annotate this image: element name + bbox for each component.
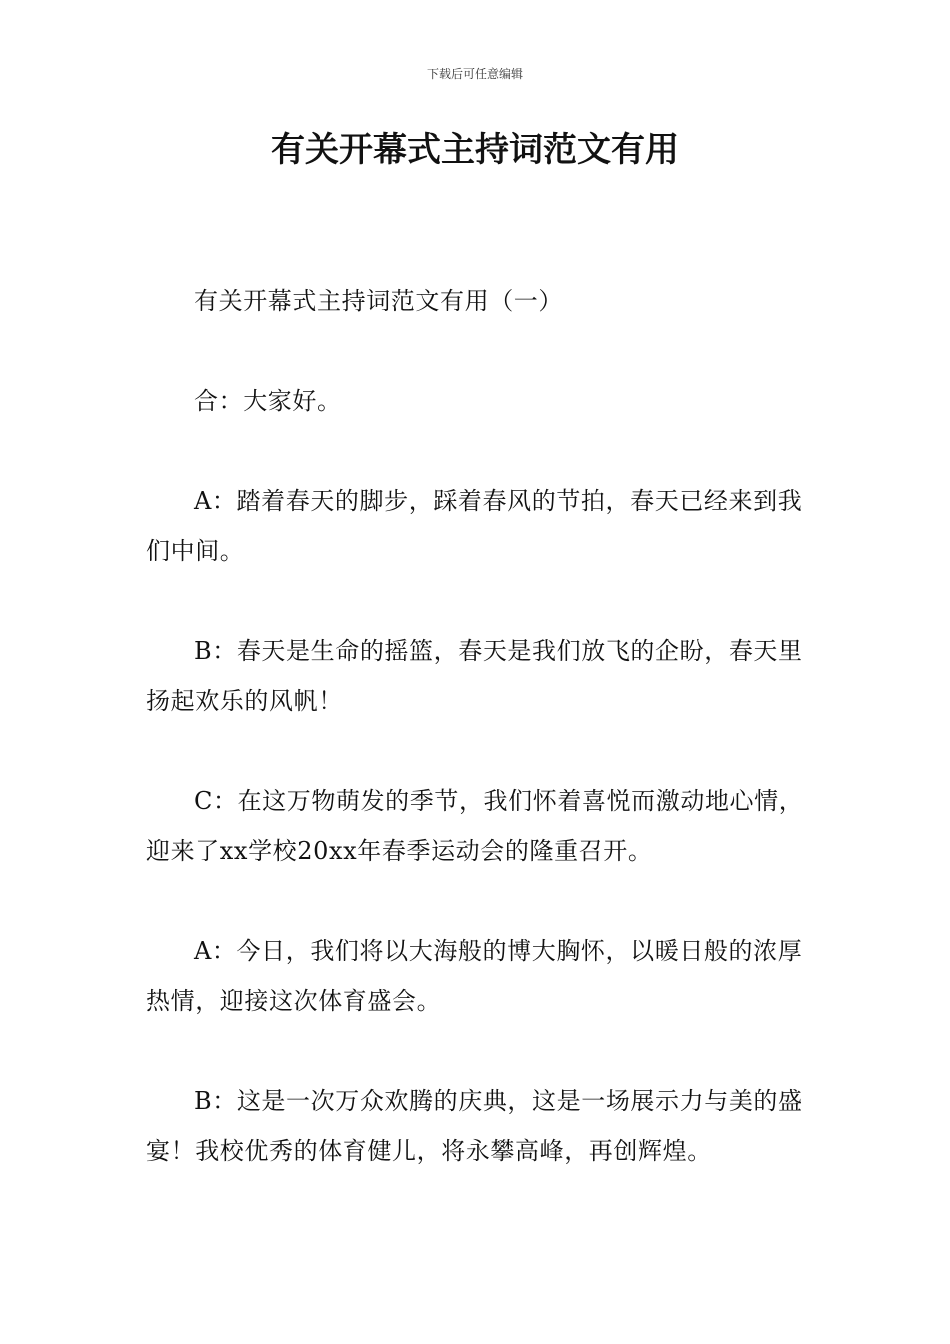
paragraph: B：春天是生命的摇篮，春天是我们放飞的企盼，春天里扬起欢乐的风帆！ <box>146 637 803 715</box>
document-title: 有关开幕式主持词范文有用 <box>271 130 679 170</box>
paragraph: C：在这万物萌发的季节，我们怀着喜悦而激动地心情，迎来了xx学校20xx年春季运动会的隆重召开。 <box>146 787 804 865</box>
paragraph: B：这是一次万众欢腾的庆典，这是一场展示力与美的盛宴！我校优秀的体育健儿，将永攀高峰，再创辉煌。 <box>146 1087 803 1165</box>
document-body <box>146 276 826 1226</box>
header-note: 下载后可任意编辑 <box>426 67 523 81</box>
paragraph: 合：大家好。 <box>194 387 342 415</box>
paragraph: A：今日，我们将以大海般的博大胸怀，以暖日般的浓厚热情，迎接这次体育盛会。 <box>146 937 803 1015</box>
paragraph: A：踏着春天的脚步，踩着春风的节拍，春天已经来到我们中间。 <box>146 487 803 565</box>
section-heading: 有关开幕式主持词范文有用（一） <box>194 287 563 315</box>
